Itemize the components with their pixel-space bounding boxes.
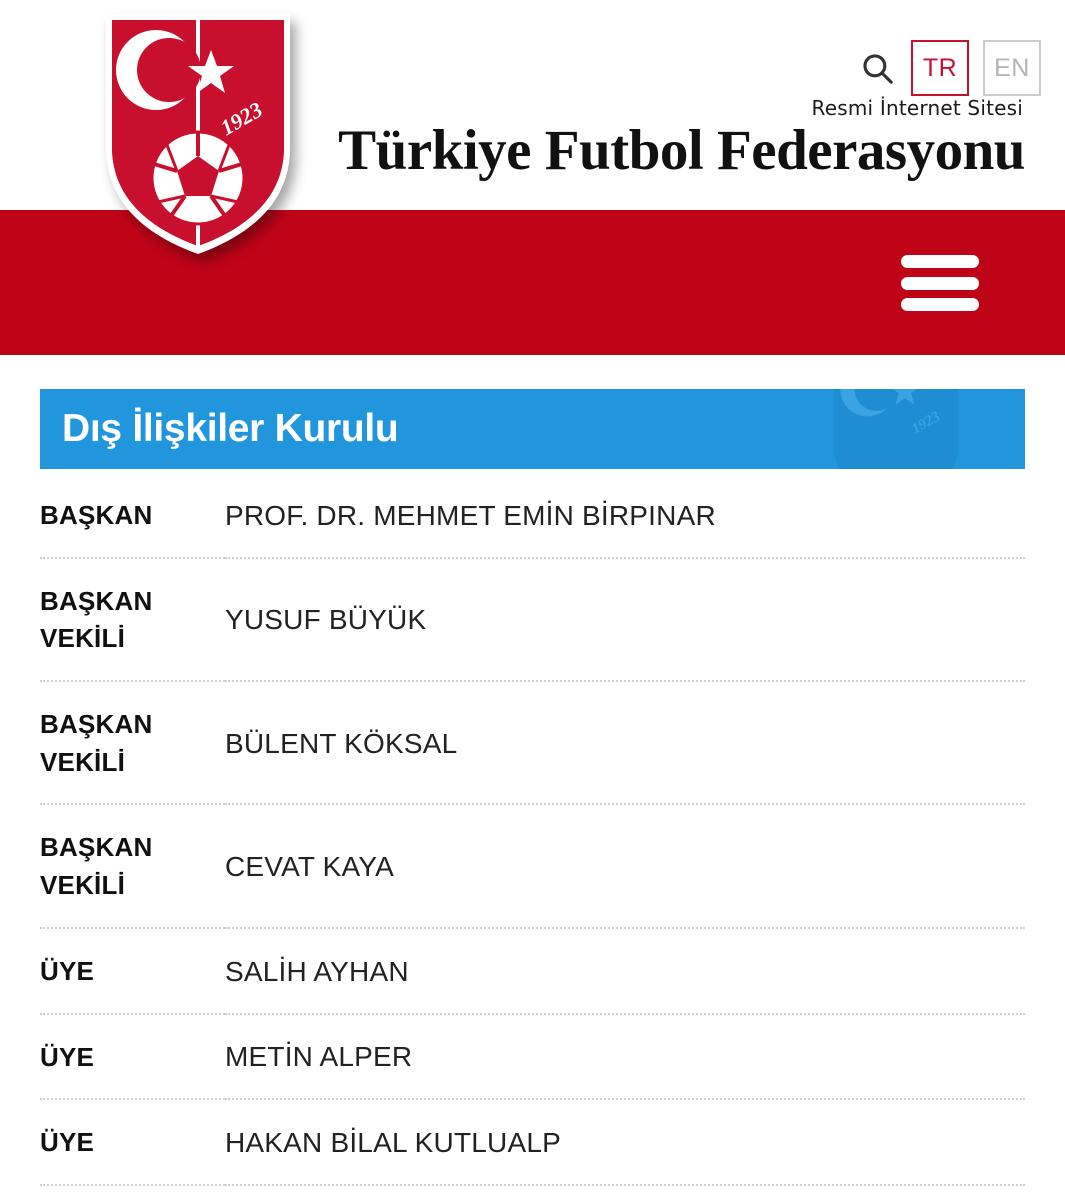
member-name: HAKAN BİLAL KUTLUALP — [225, 1127, 561, 1159]
brand-block — [338, 96, 1025, 180]
svg-text:1923: 1923 — [909, 408, 943, 438]
lang-button-en[interactable]: EN — [983, 40, 1041, 96]
brand-title: Türkiye Futbol Federasyonu — [338, 119, 1025, 182]
board-members-table — [40, 473, 1025, 1186]
member-role: ÜYE — [40, 1041, 95, 1072]
site-header — [0, 0, 1065, 210]
member-role: BAŞKAN — [40, 500, 153, 530]
table-row — [40, 1014, 1025, 1100]
svg-text:1923: 1923 — [216, 96, 267, 141]
header-controls — [857, 40, 1041, 96]
tff-logo[interactable] — [98, 8, 323, 293]
search-icon[interactable] — [857, 48, 897, 88]
member-role: ÜYE — [40, 955, 95, 986]
member-role: ÜYE — [40, 1127, 95, 1158]
page-title: Dış İlişkiler Kurulu — [62, 407, 399, 450]
page-content — [0, 355, 1065, 1186]
member-name: SALİH AYHAN — [225, 955, 409, 987]
table-row — [40, 558, 1025, 681]
table-row — [40, 928, 1025, 1014]
member-name: YUSUF BÜYÜK — [225, 604, 427, 636]
member-role: BAŞKAN VEKİLİ — [40, 709, 153, 777]
table-row — [40, 1099, 1025, 1185]
member-name: BÜLENT KÖKSAL — [225, 727, 458, 759]
tff-crest-icon — [98, 8, 298, 258]
brand-subtitle: Resmi İnternet Sitesi — [811, 96, 1023, 120]
member-role: BAŞKAN VEKİLİ — [40, 832, 153, 901]
crest-watermark-icon — [781, 389, 1011, 469]
table-row — [40, 804, 1025, 927]
table-row — [40, 681, 1025, 804]
lang-button-tr[interactable]: TR — [911, 40, 969, 96]
page-banner — [40, 389, 1025, 469]
hamburger-menu-icon[interactable] — [901, 255, 979, 311]
member-name: METİN ALPER — [225, 1041, 413, 1073]
member-name: CEVAT KAYA — [225, 851, 395, 883]
member-role: BAŞKAN VEKİLİ — [40, 585, 153, 654]
table-row — [40, 473, 1025, 558]
member-name: PROF. DR. MEHMET EMİN BİRPINAR — [225, 499, 716, 531]
